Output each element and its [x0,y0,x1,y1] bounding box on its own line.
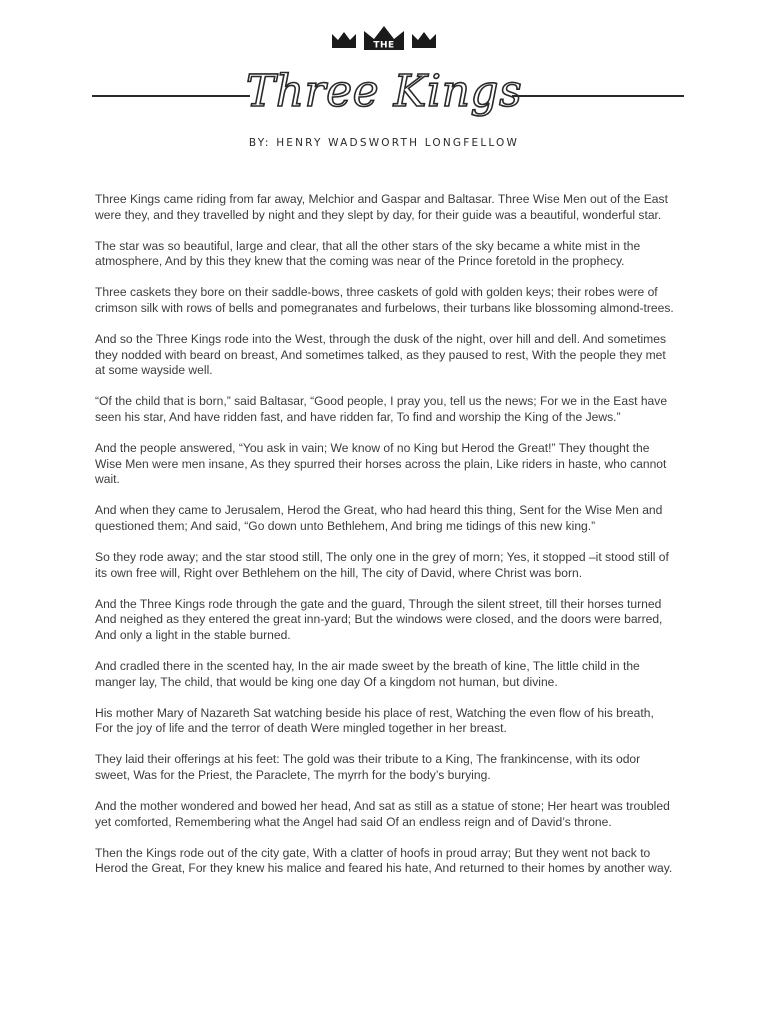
stanza: They laid their offerings at his feet: The gold was their tribute to a King, The frankincense, with its odor sweet, Was for the Priest, the Paraclete, The myrrh for the body’s burying. [95,752,641,782]
stanza: And the mother wondered and bowed her head, And sat as still as a statue of stone; Her heart was troubled yet comforted, Remembering what the Angel had said Of an endless reign and of David’s throne. [95,799,670,829]
stanza: The star was so beautiful, large and clear, that all the other stars of the sky became a white mist in the atmosphere, And by this they knew that the coming was near of the Prince foretold in the prophecy. [95,238,641,269]
stanza: And the people answered, “You ask in vain; We know of no King but Herod the Great!” They thought the Wise Men were men insane, As they spurred their horses across the plain, Like riders in haste, who cannot wait. [95,441,667,487]
the-label: THE [373,40,395,51]
stanza: His mother Mary of Nazareth Sat watching beside his place of rest, Watching the even flow of his breath, For the joy of life and the terror of death Were mingled together in her breast. [95,705,654,736]
crown-icon [412,32,436,48]
stanza: Three Kings came riding from far away, Melchior and Gaspar and Baltasar. Three Wise Men out of the East were they, and they travelled by night and they slept by day, for their guide was a beautiful, wonderful star. [95,192,668,222]
stanza: Then the Kings rode out of the city gate, With a clatter of hoofs in proud array; But they went not back to Herod the Great, For they knew his malice and feared his hate, And returned to their homes by another way. [95,845,673,876]
stanza: Three caskets they bore on their saddle-bows, three caskets of gold with golden keys; their robes were of crimson silk with rows of bells and pomegranates and furbelows, their turbans like blossoming almond-trees. [95,285,674,315]
stanza: “Of the child that is born,” said Baltasar, “Good people, I pray you, tell us the news; For we in the East have seen his star, And have ridden fast, and have ridden far, To find and worship the King of the Jews.” [95,394,668,424]
page-title: Three Kings [245,66,523,117]
stanza: So they rode away; and the star stood still, The only one in the grey of morn; Yes, it stopped –it stood still of its own free will, Right over Bethlehem on the hill, The city of David, where Christ was born. [95,550,669,580]
crown-icon [364,26,404,51]
stanza: And when they came to Jerusalem, Herod the Great, who had heard this thing, Sent for the Wise Men and questioned them; And said, “Go down unto Bethlehem, And bring me tidings of this new king.” [95,503,663,533]
stanza: And cradled there in the scented hay, In the air made sweet by the breath of kine, The little child in the manger lay, The child, that would be king one day Of a kingdom not human, but divine. [95,658,640,689]
crown-icon [332,32,356,48]
stanza: And so the Three Kings rode into the West, through the dusk of the night, over hill and dell. And sometimes they nodded with beard on breast, And sometimes talked, as they paused to rest, With the people they met at some wayside well. [95,332,666,378]
poem-body [95,192,675,892]
page-header [0,0,768,170]
title-graphic [0,0,768,135]
stanza: And the Three Kings rode through the gate and the guard, Through the silent street, till their horses turned And neighed as they entered the great inn-yard; But the windows were closed, and the doors were barred, And only a light in the stable burned. [95,596,663,642]
author-byline: BY: HENRY WADSWORTH LONGFELLOW [248,137,520,149]
